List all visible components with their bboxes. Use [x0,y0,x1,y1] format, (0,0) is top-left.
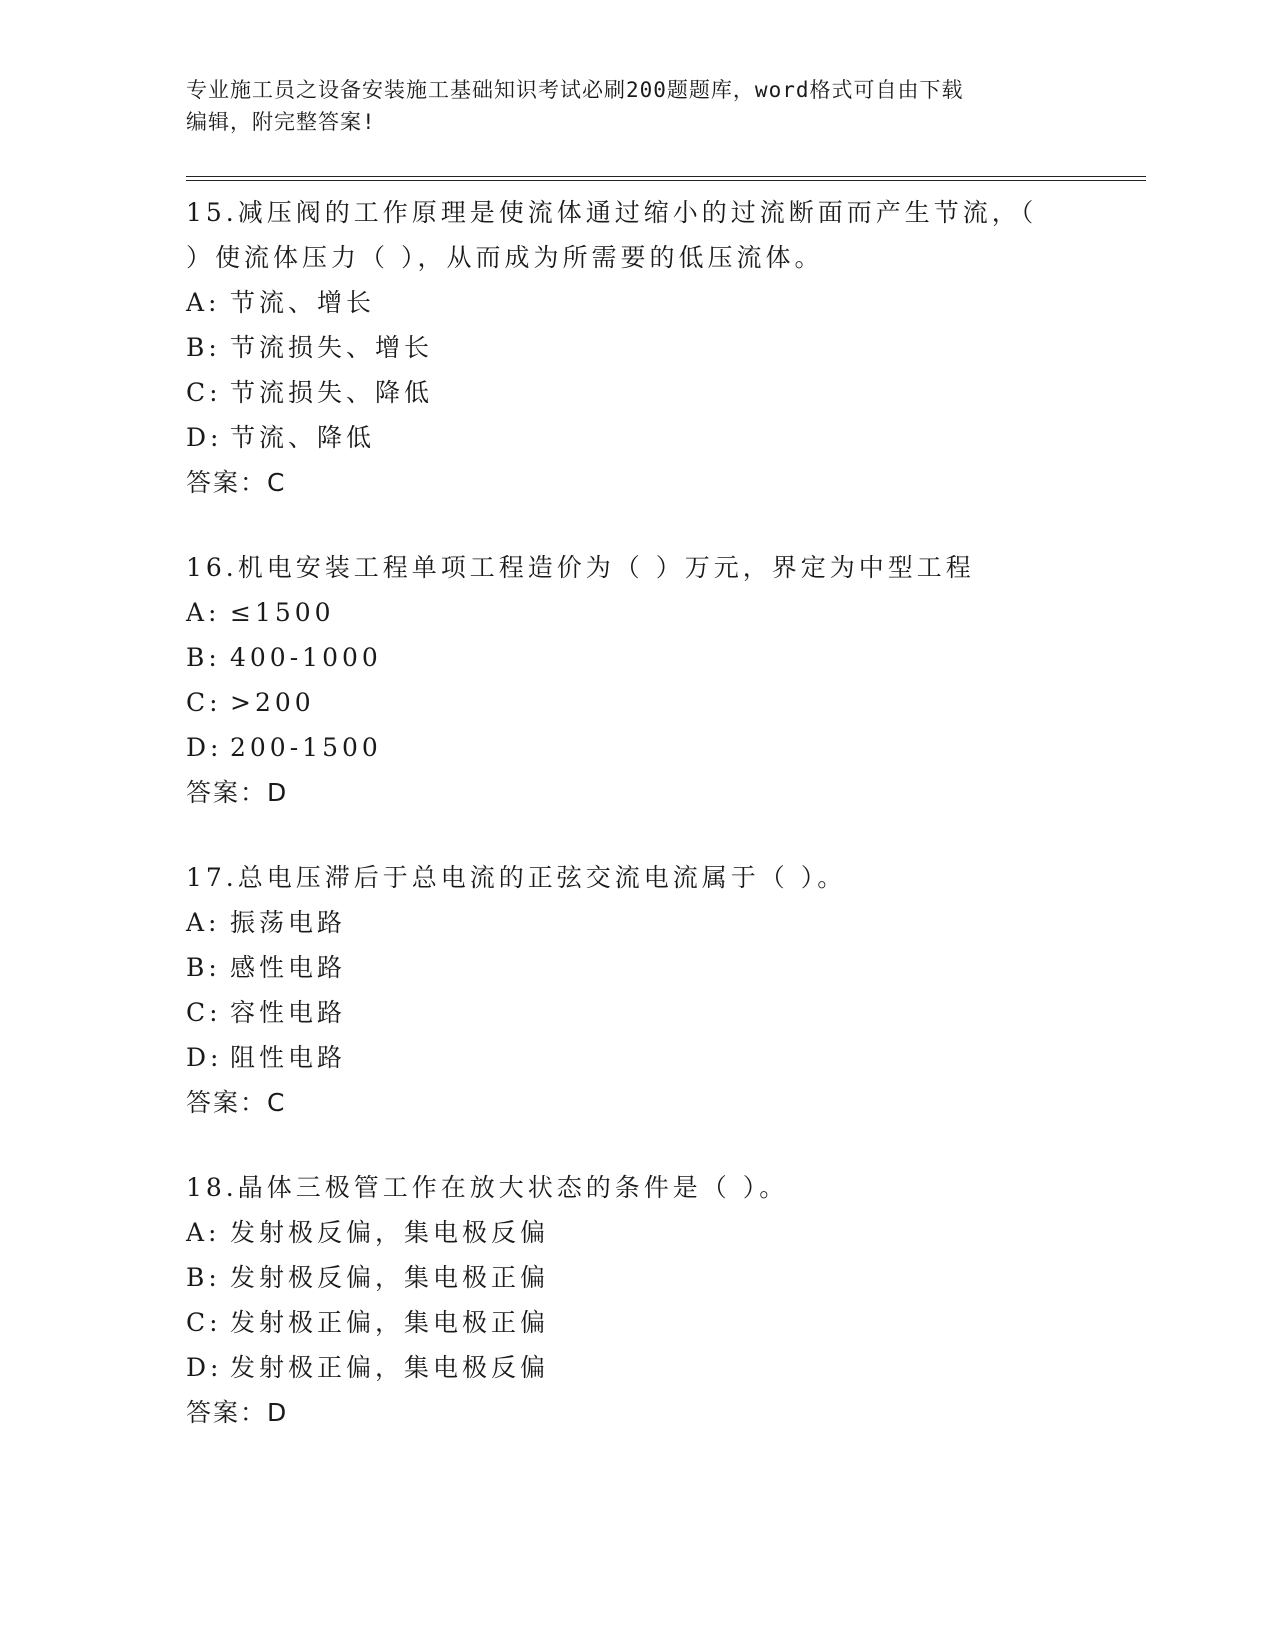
question-17 [186,855,1066,1125]
option-text: 节流损失、增长 [230,333,434,362]
option-c [186,680,1066,725]
answer-line: 答案：D [186,778,289,807]
option-key: B: [186,953,221,982]
question-stem: 16.机电安装工程单项工程造价为（ ）万元，界定为中型工程 [186,553,975,582]
option-text: 节流、降低 [230,423,376,452]
option-text: 节流、增长 [230,288,376,317]
option-a [186,1210,1066,1255]
option-c [186,990,1066,1035]
option-key: A: [186,1218,221,1247]
option-b [186,945,1066,990]
option-key: C: [186,998,222,1027]
option-text: 200-1500 [230,733,382,762]
answer-line: 答案：C [186,1088,287,1117]
header-line-1: 专业施工员之设备安装施工基础知识考试必刷200题题库，word格式可自由下载 [186,78,964,102]
option-text: ≤1500 [230,598,335,627]
option-d [186,725,1066,770]
option-text: 阻性电路 [230,1043,347,1072]
option-key: D: [186,1353,223,1382]
question-stem: 18.晶体三极管工作在放大状态的条件是（ ）。 [186,1173,789,1202]
option-key: D: [186,1043,223,1072]
question-stem-continued: ）使流体压力（ ），从而成为所需要的低压流体。 [186,243,824,272]
option-text: >200 [230,688,315,717]
option-text: 感性电路 [230,953,347,982]
option-key: C: [186,378,222,407]
option-b [186,635,1066,680]
option-text: 容性电路 [230,998,347,1027]
option-key: C: [186,1308,222,1337]
option-c [186,370,1066,415]
option-a [186,280,1066,325]
option-key: A: [186,288,221,317]
option-text: 发射极反偏，集电极正偏 [230,1263,550,1292]
option-a [186,900,1066,945]
option-d [186,1345,1066,1390]
option-key: B: [186,1263,221,1292]
option-key: A: [186,908,221,937]
option-key: B: [186,333,221,362]
option-text: 发射极正偏，集电极反偏 [230,1353,550,1382]
option-key: D: [186,423,223,452]
option-c [186,1300,1066,1345]
question-16 [186,545,1066,815]
question-list [186,190,1066,1475]
answer-line: 答案：C [186,468,287,497]
question-18 [186,1165,1066,1435]
document-header [186,74,1066,138]
option-key: D: [186,733,223,762]
question-stem: 17.总电压滞后于总电流的正弦交流电流属于（ ）。 [186,863,847,892]
option-text: 节流损失、降低 [230,378,434,407]
question-stem: 15.减压阀的工作原理是使流体通过缩小的过流断面而产生节流，（ [186,198,1038,227]
option-b [186,1255,1066,1300]
option-a [186,590,1066,635]
option-text: 400-1000 [230,643,382,672]
option-text: 振荡电路 [230,908,347,937]
option-d [186,415,1066,460]
header-divider [186,176,1146,181]
option-d [186,1035,1066,1080]
option-b [186,325,1066,370]
option-key: B: [186,643,221,672]
option-key: C: [186,688,222,717]
answer-line: 答案：D [186,1398,289,1427]
question-15 [186,190,1066,505]
option-text: 发射极正偏，集电极正偏 [230,1308,550,1337]
header-line-2: 编辑，附完整答案! [186,110,376,134]
option-key: A: [186,598,221,627]
option-text: 发射极反偏，集电极反偏 [230,1218,550,1247]
